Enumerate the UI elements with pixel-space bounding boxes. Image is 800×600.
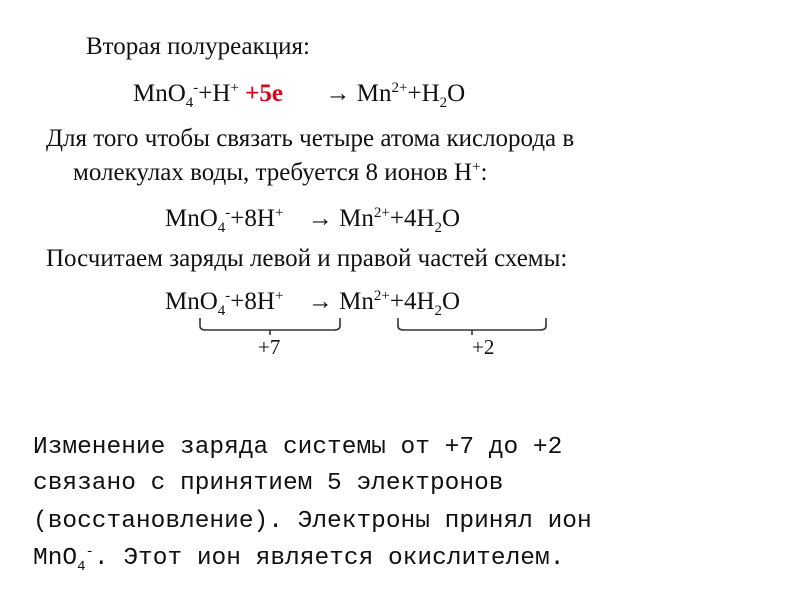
conclusion-line-3: (восстановление). Электроны принял ион	[33, 508, 592, 535]
explanation-line-1: Для того чтобы связать четыре атома кислорода в	[46, 125, 575, 152]
explanation-line-2: молекулах воды, требуется 8 ионов H+:	[73, 159, 488, 186]
charge-instruction: Посчитаем заряды левой и правой частей схемы:	[46, 245, 568, 272]
reaction-arrow: →	[307, 288, 333, 315]
balanced-oxygen-equation: $MnO_4^-+8H^+ \to Mn^{2+}+4H_2O$	[165, 205, 461, 236]
reaction-arrow: →	[307, 205, 333, 232]
conclusion-line-2: связано с принятием 5 электронов	[33, 470, 504, 497]
charge-equation: $MnO_4^-+8H^+ \to Mn^{2+}+4H_2O$	[165, 288, 461, 319]
electron-count: +5e	[238, 80, 284, 107]
left-charge: +7	[258, 335, 281, 359]
half-reaction-equation: $MnO_4^-+H^+ +5e \to Mn^{2+}+H_2O$	[133, 80, 466, 111]
right-charge: +2	[472, 335, 495, 359]
section-heading: Вторая полуреакция:	[86, 33, 310, 60]
conclusion-line-1: Изменение заряда системы от +7 до +2	[33, 434, 563, 461]
conclusion-line-4: MnO$_4$-. Этот ион является окислителем.	[33, 544, 565, 575]
reaction-arrow: →	[325, 80, 351, 107]
